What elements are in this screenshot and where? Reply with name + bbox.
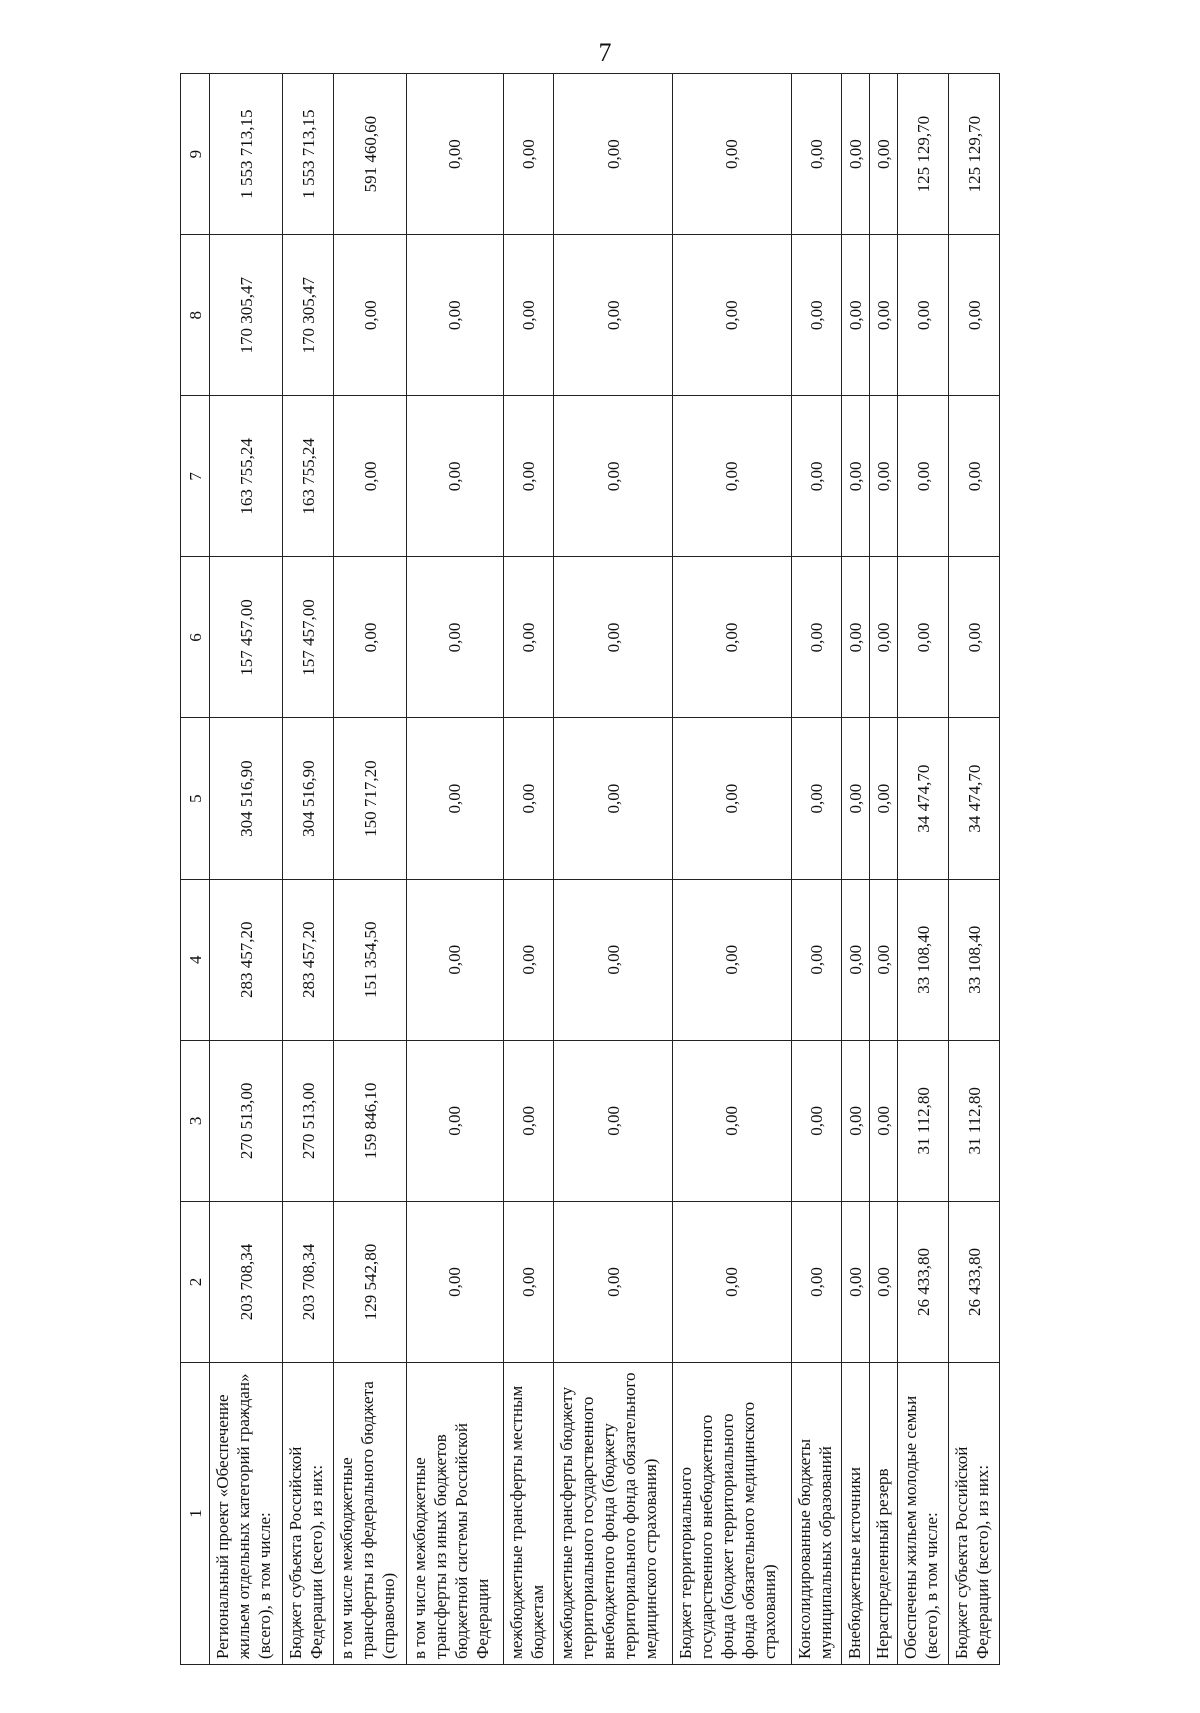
cell-value: 34 474,70 [949, 718, 1000, 879]
table-row [407, 74, 503, 1665]
cell-value: 0,00 [791, 1040, 842, 1201]
cell-value: 0,00 [334, 557, 407, 718]
cell-value: 157 457,00 [283, 557, 334, 718]
cell-value: 0,00 [503, 235, 554, 396]
column-header: 3 [181, 1040, 210, 1201]
row-label: в том числе межбюджетные трансферты из федерального бюджета (справочно) [334, 1363, 407, 1665]
cell-value: 150 717,20 [334, 718, 407, 879]
table-row [672, 74, 791, 1665]
cell-value: 0,00 [407, 1040, 503, 1201]
cell-value: 125 129,70 [949, 74, 1000, 235]
cell-value: 1 553 713,15 [210, 74, 283, 235]
row-label: Бюджет субъекта Российской Федерации (всего), из них: [949, 1363, 1000, 1665]
column-header: 4 [181, 879, 210, 1040]
cell-value: 34 474,70 [898, 718, 949, 879]
row-label: Бюджет субъекта Российской Федерации (всего), из них: [283, 1363, 334, 1665]
cell-value: 0,00 [503, 396, 554, 557]
cell-value: 0,00 [842, 718, 870, 879]
row-label: Внебюджетные источники [842, 1363, 870, 1665]
table-row [870, 74, 898, 1665]
page-number: 7 [598, 38, 612, 67]
cell-value: 203 708,34 [210, 1201, 283, 1362]
cell-value: 0,00 [898, 557, 949, 718]
cell-value: 0,00 [842, 557, 870, 718]
cell-value: 0,00 [407, 879, 503, 1040]
table-row [210, 74, 283, 1665]
cell-value: 26 433,80 [949, 1201, 1000, 1362]
cell-value: 0,00 [554, 557, 673, 718]
cell-value: 0,00 [554, 74, 673, 235]
column-header: 6 [181, 557, 210, 718]
cell-value: 31 112,80 [898, 1040, 949, 1201]
cell-value: 0,00 [672, 557, 791, 718]
cell-value: 0,00 [949, 235, 1000, 396]
cell-value: 33 108,40 [898, 879, 949, 1040]
cell-value: 0,00 [672, 74, 791, 235]
column-header: 5 [181, 718, 210, 879]
row-label: Бюджет территориального государственного внебюджетного фонда (бюджет территориального фонда обязательного медицинского страхования) [672, 1363, 791, 1665]
header-row [181, 74, 210, 1665]
cell-value: 0,00 [791, 74, 842, 235]
cell-value: 0,00 [791, 396, 842, 557]
cell-value: 0,00 [842, 1040, 870, 1201]
column-header: 9 [181, 74, 210, 235]
cell-value: 0,00 [791, 557, 842, 718]
cell-value: 0,00 [407, 235, 503, 396]
cell-value: 0,00 [870, 879, 898, 1040]
column-header: 7 [181, 396, 210, 557]
rotated-table-container [180, 73, 1000, 1665]
cell-value: 0,00 [870, 1040, 898, 1201]
cell-value: 129 542,80 [334, 1201, 407, 1362]
table-body [210, 74, 1000, 1665]
row-label: Обеспечены жильем молодые семьи (всего), в том числе: [898, 1363, 949, 1665]
cell-value: 0,00 [503, 74, 554, 235]
cell-value: 0,00 [791, 235, 842, 396]
cell-value: 0,00 [870, 718, 898, 879]
row-label: Региональный проект «Обеспечение жильем отдельных категорий граждан» (всего), в том числе: [210, 1363, 283, 1665]
cell-value: 0,00 [672, 718, 791, 879]
rotated-table-frame [180, 73, 1000, 1665]
cell-value: 0,00 [407, 557, 503, 718]
cell-value: 0,00 [503, 879, 554, 1040]
column-header: 8 [181, 235, 210, 396]
cell-value: 0,00 [791, 1201, 842, 1362]
row-label: Нераспределенный резерв [870, 1363, 898, 1665]
cell-value: 0,00 [407, 718, 503, 879]
cell-value: 163 755,24 [210, 396, 283, 557]
cell-value: 0,00 [407, 1201, 503, 1362]
cell-value: 0,00 [842, 879, 870, 1040]
cell-value: 0,00 [791, 879, 842, 1040]
budget-table [180, 73, 1000, 1665]
row-label: межбюджетные трансферты местным бюджетам [503, 1363, 554, 1665]
cell-value: 0,00 [672, 396, 791, 557]
cell-value: 0,00 [870, 396, 898, 557]
cell-value: 170 305,47 [210, 235, 283, 396]
row-label: в том числе межбюджетные трансферты из иных бюджетов бюджетной системы Российской Федерации [407, 1363, 503, 1665]
cell-value: 151 354,50 [334, 879, 407, 1040]
table-row [554, 74, 673, 1665]
cell-value: 304 516,90 [283, 718, 334, 879]
table-row [283, 74, 334, 1665]
cell-value: 0,00 [672, 1040, 791, 1201]
cell-value: 0,00 [503, 1201, 554, 1362]
cell-value: 0,00 [554, 1201, 673, 1362]
row-label: Консолидированные бюджеты муниципальных образований [791, 1363, 842, 1665]
cell-value: 0,00 [407, 74, 503, 235]
cell-value: 170 305,47 [283, 235, 334, 396]
row-label: межбюджетные трансферты бюджету территориального государственного внебюджетного фонда (бюджету территориального фонда обязательного медицинского страхования) [554, 1363, 673, 1665]
cell-value: 125 129,70 [898, 74, 949, 235]
cell-value: 159 846,10 [334, 1040, 407, 1201]
cell-value: 0,00 [898, 235, 949, 396]
cell-value: 0,00 [842, 235, 870, 396]
cell-value: 0,00 [898, 396, 949, 557]
column-header: 2 [181, 1201, 210, 1362]
cell-value: 163 755,24 [283, 396, 334, 557]
cell-value: 0,00 [870, 1201, 898, 1362]
cell-value: 0,00 [870, 557, 898, 718]
cell-value: 0,00 [870, 235, 898, 396]
table-row [334, 74, 407, 1665]
cell-value: 0,00 [334, 396, 407, 557]
table-row [842, 74, 870, 1665]
cell-value: 0,00 [842, 74, 870, 235]
cell-value: 0,00 [554, 1040, 673, 1201]
cell-value: 26 433,80 [898, 1201, 949, 1362]
cell-value: 0,00 [842, 1201, 870, 1362]
cell-value: 0,00 [554, 396, 673, 557]
cell-value: 0,00 [503, 557, 554, 718]
cell-value: 0,00 [554, 718, 673, 879]
table-row [898, 74, 949, 1665]
cell-value: 0,00 [870, 74, 898, 235]
cell-value: 0,00 [842, 396, 870, 557]
cell-value: 270 513,00 [210, 1040, 283, 1201]
cell-value: 0,00 [334, 235, 407, 396]
cell-value: 0,00 [949, 396, 1000, 557]
cell-value: 157 457,00 [210, 557, 283, 718]
cell-value: 304 516,90 [210, 718, 283, 879]
cell-value: 0,00 [791, 718, 842, 879]
cell-value: 283 457,20 [210, 879, 283, 1040]
cell-value: 0,00 [672, 879, 791, 1040]
cell-value: 1 553 713,15 [283, 74, 334, 235]
cell-value: 283 457,20 [283, 879, 334, 1040]
cell-value: 203 708,34 [283, 1201, 334, 1362]
column-header: 1 [181, 1363, 210, 1665]
cell-value: 0,00 [554, 235, 673, 396]
cell-value: 0,00 [503, 1040, 554, 1201]
cell-value: 33 108,40 [949, 879, 1000, 1040]
cell-value: 0,00 [554, 879, 673, 1040]
cell-value: 0,00 [407, 396, 503, 557]
cell-value: 0,00 [949, 557, 1000, 718]
cell-value: 270 513,00 [283, 1040, 334, 1201]
cell-value: 591 460,60 [334, 74, 407, 235]
table-row [949, 74, 1000, 1665]
table-row [791, 74, 842, 1665]
cell-value: 0,00 [672, 1201, 791, 1362]
cell-value: 0,00 [503, 718, 554, 879]
cell-value: 31 112,80 [949, 1040, 1000, 1201]
cell-value: 0,00 [672, 235, 791, 396]
table-row [503, 74, 554, 1665]
